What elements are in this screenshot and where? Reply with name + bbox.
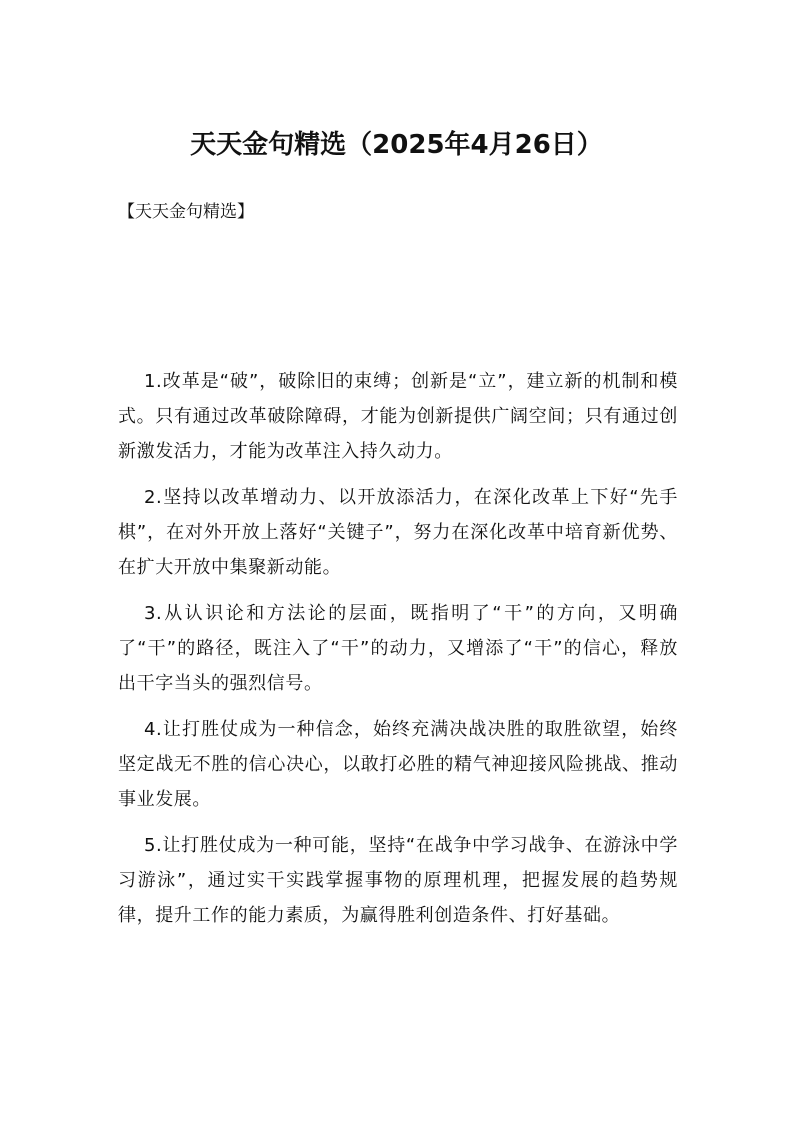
section-label: 【天天金句精选】: [118, 202, 254, 222]
document-title: 天天金句精选（2025年4月26日）: [190, 130, 603, 160]
paragraph-5: 5.让打胜仗成为一种可能，坚持“在战争中学习战争、在游泳中学习游泳”，通过实干实践掌握事物的原理机理，把握发展的趋势规律，提升工作的能力素质，为赢得胜利创造条件、打好基础。: [118, 835, 678, 926]
paragraph-4: 4.让打胜仗成为一种信念，始终充满决战决胜的取胜欲望，始终坚定战无不胜的信心决心，以敢打必胜的精气神迎接风险挑战、推动事业发展。: [118, 719, 678, 810]
document-body: [118, 364, 678, 944]
paragraph-2: 2.坚持以改革增动力、以开放添活力，在深化改革上下好“先手棋”，在对外开放上落好“关键子”，努力在深化改革中培育新优势、在扩大开放中集聚新动能。: [118, 487, 678, 578]
paragraph-1: 1.改革是“破”，破除旧的束缚；创新是“立”，建立新的机制和模式。只有通过改革破除障碍，才能为创新提供广阔空间；只有通过创新激发活力，才能为改革注入持久动力。: [118, 371, 678, 462]
paragraph-3: 3.从认识论和方法论的层面，既指明了“干”的方向，又明确了“干”的路径，既注入了“干”的动力，又增添了“干”的信心，释放出干字当头的强烈信号。: [118, 603, 678, 694]
